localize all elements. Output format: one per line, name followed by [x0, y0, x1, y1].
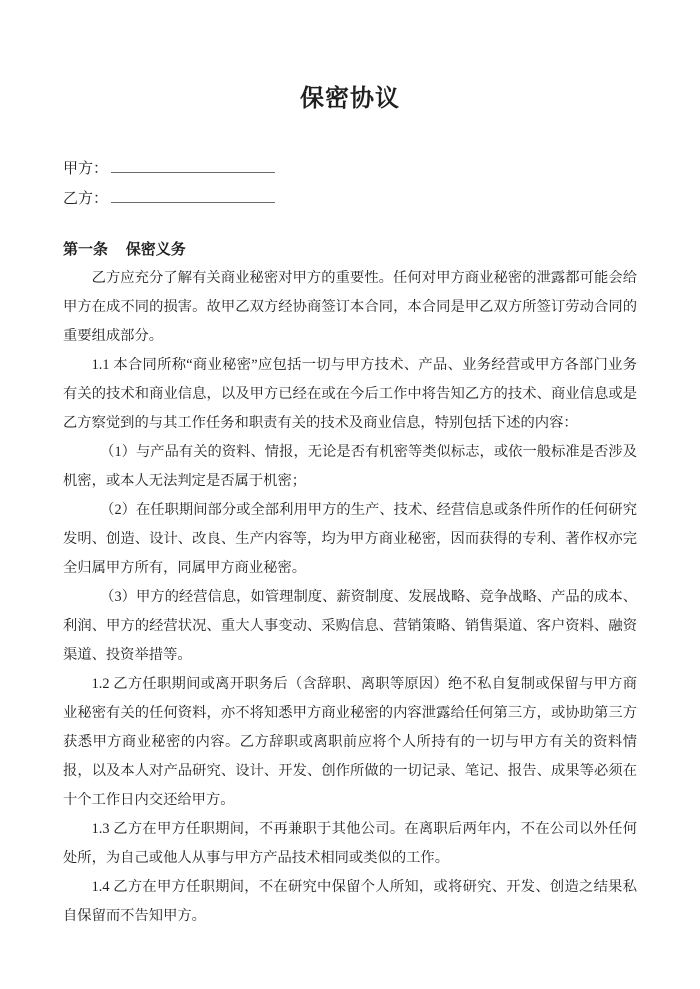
document-body — [63, 264, 637, 931]
section-number: 第一条 — [63, 242, 109, 258]
clause-item-2: （2）在任职期间部分或全部利用甲方的生产、技术、经营信息或条件所作的任何研究发明、创造、设计、改良、生产内容等，均为甲方商业秘密，因而获得的专利、著作权亦完全归属甲方所有，同属甲方商业秘密。 — [63, 502, 637, 576]
section-heading — [63, 240, 637, 260]
party-b-blank-line[interactable] — [111, 187, 275, 203]
clause-1-3: 1.3 乙方在甲方任职期间，不再兼职于其他公司。在离职后两年内，不在公司以外任何处所，为自己或他人从事与甲方产品技术相同或类似的工作。 — [63, 821, 637, 866]
party-b-row — [63, 184, 637, 214]
section-title: 保密义务 — [125, 242, 186, 258]
party-a-blank-line[interactable] — [111, 157, 275, 173]
party-b-label: 乙方： — [63, 191, 109, 207]
clause-1-4: 1.4 乙方在甲方任职期间，不在研究中保留个人所知，或将研究、开发、创造之结果私自保留而不告知甲方。 — [63, 879, 637, 924]
parties-block — [63, 154, 637, 214]
document-title: 保密协议 — [300, 86, 400, 112]
clause-1-2: 1.2 乙方任职期间或离开职务后（含辞职、离职等原因）绝不私自复制或保留与甲方商业秘密有关的任何资料，亦不将知悉甲方商业秘密的内容泄露给任何第三方，或协助第三方获悉甲方商业秘密的内容。乙方辞职或离职前应将个人所持有的一切与甲方有关的资料情报，以及本人对产品研究、设计、开发、创作所做的一切记录、笔记、报告、成果等必须在十个工作日内交还给甲方。 — [63, 676, 637, 808]
clause-item-1: （1）与产品有关的资料、情报，无论是否有机密等类似标志，或依一般标准是否涉及机密，或本人无法判定是否属于机密； — [63, 444, 637, 489]
party-a-label: 甲方： — [63, 161, 109, 177]
party-a-row — [63, 154, 637, 184]
clause-item-3: （3）甲方的经营信息，如管理制度、薪资制度、发展战略、竞争战略、产品的成本、利润、甲方的经营状况、重大人事变动、采购信息、营销策略、销售渠道、客户资料、融资渠道、投资举措等。 — [63, 589, 637, 663]
clause-1-1: 1.1 本合同所称“商业秘密”应包括一切与甲方技术、产品、业务经营或甲方各部门业务有关的技术和商业信息，以及甲方已经在或在今后工作中将告知乙方的技术、商业信息或是乙方察觉到的与其工作任务和职责有关的技术及商业信息，特别包括下述的内容： — [63, 357, 637, 431]
intro-paragraph: 乙方应充分了解有关商业秘密对甲方的重要性。任何对甲方商业秘密的泄露都可能会给甲方在成不同的损害。故甲乙双方经协商签订本合同，本合同是甲乙双方所签订劳动合同的重要组成部分。 — [63, 270, 637, 344]
